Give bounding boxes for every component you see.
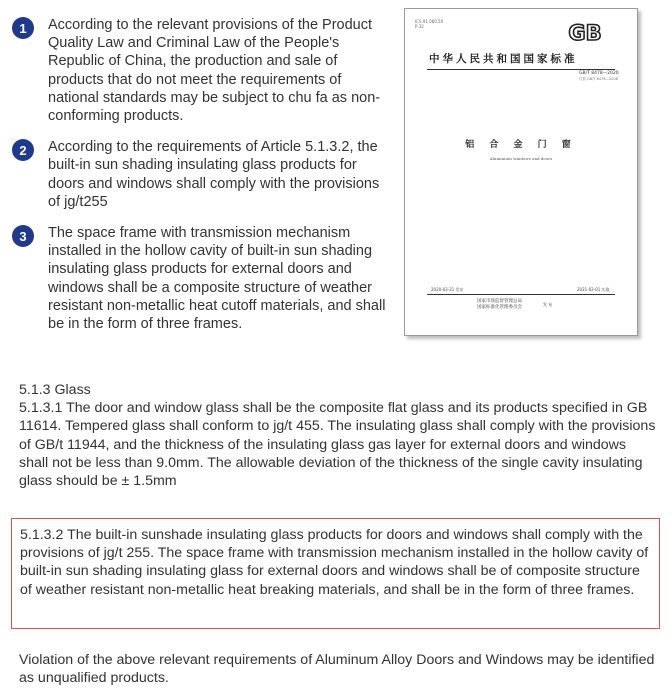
cover-ics-code: ICS 91.060.50	[415, 19, 444, 24]
cover-issuer-1: 国家市场监督管理总局	[477, 299, 522, 304]
standard-cover-image	[404, 8, 638, 336]
list-item	[12, 16, 392, 125]
list-item-text: According to the relevant provisions of the Product Quality Law and Criminal Law of the People's Republic of China, the production and sale of products that do not meet the requirements of national standards may be subject to chu fa as non-conforming products.	[48, 17, 381, 125]
highlighted-clause-text: 5.1.3.2 The built-in sunshade insulating glass products for doors and windows shall comply with the provisions of jg/t 255. The space frame with transmission mechanism installed in the hollow cavity of built-in sun shading insulating glass for external doors and windows shall be of composite structure of weather resistant non-metallic heat breaking materials, and shall be in the form of three frames.	[20, 527, 649, 598]
cover-national-standard: 中华人民共和国国家标准	[429, 53, 578, 65]
cover-standard-number: GB/T 8478—2020	[579, 71, 619, 76]
glass-section	[19, 381, 659, 490]
list-item-text: According to the requirements of Article 5.1.3.2, the built-in sun shading insulating glass products for doors and windows shall comply with the provisions of jg/t255	[48, 139, 380, 210]
footer-note: Violation of the above relevant requirements of Aluminum Alloy Doors and Windows may be identified as unqualified products.	[19, 652, 655, 687]
number-badge: 1	[12, 17, 34, 39]
cover-publish-date: 2020-03-31 发布	[431, 287, 464, 292]
list-item	[12, 138, 392, 211]
cover-implement-date: 2021-02-01 实施	[577, 287, 610, 292]
cover-title-cn: 铝 合 金 门 窗	[465, 140, 577, 150]
cover-divider	[427, 69, 615, 70]
cover-issuer-2: 国家标准化管理委员会	[477, 305, 522, 310]
section-heading: 5.1.3 Glass	[19, 382, 91, 398]
numbered-list	[12, 16, 392, 346]
cover-ccs-code: P 32	[415, 24, 424, 29]
gb-logo-icon	[563, 21, 607, 43]
gb-logo-text: GB	[568, 21, 602, 43]
number-badge: 2	[12, 139, 34, 161]
list-item-text: The space frame with transmission mechanism installed in the hollow cavity of built-in sun shading insulating glass products for external doors and windows shall be a composite structure of weather resistant non-metallic heat cutoff materials, and shall be in the form of three frames.	[48, 225, 386, 333]
cover-issued: 发 布	[543, 302, 553, 307]
cover-title-en: Aluminium windows and doors	[489, 156, 553, 161]
number-badge: 3	[12, 225, 34, 247]
cover-bottom-divider	[427, 294, 615, 295]
cover-issuer	[477, 299, 522, 311]
highlighted-clause-box	[11, 518, 660, 629]
list-item	[12, 224, 392, 333]
cover-replaces: 代替 GB/T 8478—2008	[579, 77, 618, 81]
section-paragraph: 5.1.3.1 The door and window glass shall be the composite flat glass and its products specified in GB 11614. Tempered glass shall conform to jg/t 455. The insulating glass shall comply with the provisions of GB/t 11944, and the thickness of the insulating glass gas layer for external doors and windows shall not be less than 9.0mm. The allowable deviation of the thickness of the single cavity insulating glass should be ± 1.5mm	[19, 400, 656, 490]
